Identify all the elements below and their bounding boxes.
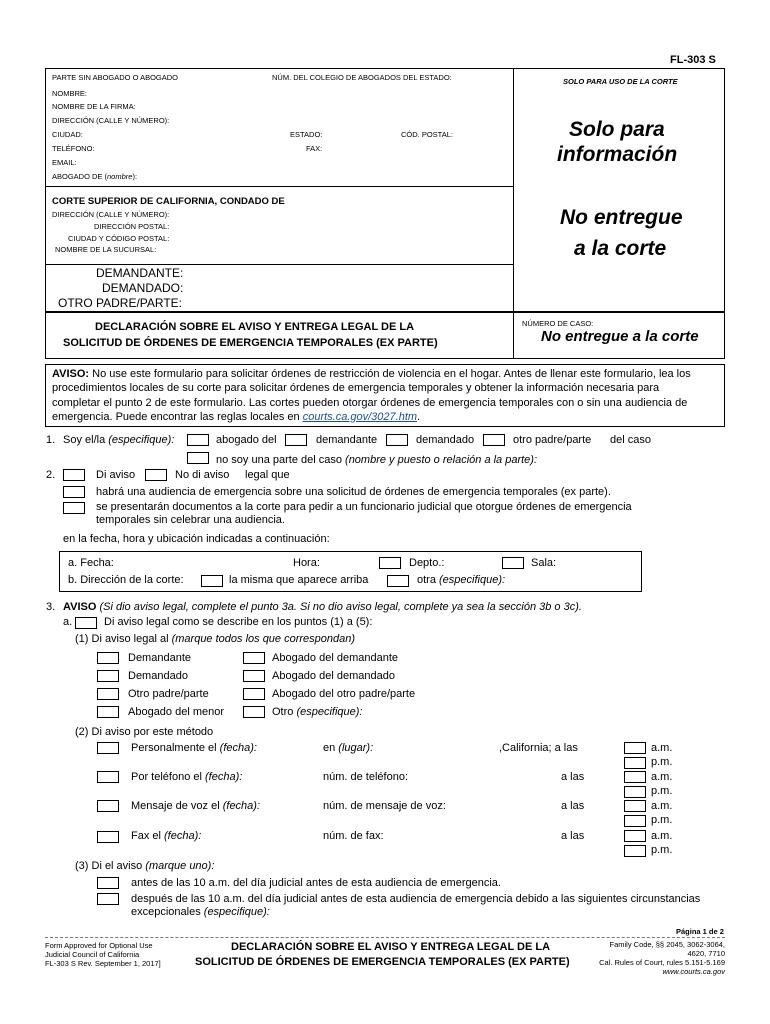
item1-otro-label: otro padre/parte xyxy=(513,434,592,446)
hearing-same-label: la misma que aparece arriba xyxy=(229,574,369,586)
watermark-corte: a la corte xyxy=(574,237,667,260)
bar-label: NÚM. DEL COLEGIO DE ABOGADOS DEL ESTADO: xyxy=(272,73,452,82)
method-personal-pm: p.m. xyxy=(651,756,673,768)
caption-hline1 xyxy=(45,186,513,187)
item2-no-di-aviso-checkbox[interactable] xyxy=(145,469,167,481)
notice-demandante-label: Demandante xyxy=(128,652,191,664)
notice-abogado-menor-label: Abogado del menor xyxy=(128,706,225,718)
notice-abogado-otro-label: Abogado del otro padre/parte xyxy=(272,688,416,700)
method-fax-number: núm. de fax: xyxy=(323,830,384,842)
watermark-solo: Solo para xyxy=(569,118,665,141)
case-number-value: No entregue a la corte xyxy=(541,328,699,345)
court-direccion: DIRECCIÓN (CALLE Y NÚMERO): xyxy=(52,210,170,219)
method-fax-am: a.m. xyxy=(651,830,673,842)
hearing-sala-checkbox[interactable] xyxy=(502,557,524,569)
aviso-link[interactable]: courts.ca.gov/3027.htm xyxy=(302,410,418,423)
otro-label: OTRO PADRE/PARTE: xyxy=(58,296,183,310)
party-label: PARTE SIN ABOGADO O ABOGADO xyxy=(52,73,179,82)
notice-abogado-demandante-checkbox[interactable] xyxy=(243,652,265,664)
notice-otro-checkbox[interactable] xyxy=(97,688,119,700)
method-fax-pm: p.m. xyxy=(651,844,673,856)
notice-otro-especifique-checkbox[interactable] xyxy=(243,706,265,718)
watermark-info: información xyxy=(557,143,678,166)
item3a1-label: (1) Di aviso legal al (marque todos los que correspondan) xyxy=(75,633,356,645)
item3a-label: a. xyxy=(63,616,73,628)
method-fax-pm-checkbox[interactable] xyxy=(624,845,646,857)
item2-num: 2. xyxy=(46,469,56,481)
method-personal-am: a.m. xyxy=(651,742,673,754)
notice-abogado-demandado-checkbox[interactable] xyxy=(243,670,265,682)
court-sucursal: NOMBRE DE LA SUCURSAL: xyxy=(55,245,157,254)
caption-divider xyxy=(513,68,514,312)
item1-num: 1. xyxy=(46,434,56,446)
hearing-same-checkbox[interactable] xyxy=(201,575,223,587)
method-phone-checkbox[interactable] xyxy=(97,771,119,783)
form-number: FL-303 S xyxy=(670,54,716,66)
item1-demandante-label: demandante xyxy=(316,434,378,446)
method-personal-pm-checkbox[interactable] xyxy=(624,757,646,769)
item2-legal: legal que xyxy=(245,469,290,481)
method-voicemail-pm-checkbox[interactable] xyxy=(624,815,646,827)
method-phone-label: Por teléfono el (fecha): xyxy=(131,771,243,783)
item1-abogado-checkbox[interactable] xyxy=(187,434,209,446)
item1-del-caso: del caso xyxy=(610,434,651,446)
fax-label: FAX: xyxy=(306,144,323,153)
item1-text: Soy el/la (especifique): xyxy=(63,434,175,446)
item1-no-party-checkbox[interactable] xyxy=(187,452,209,464)
item2-di-aviso-checkbox[interactable] xyxy=(63,469,85,481)
court-title: CORTE SUPERIOR DE CALIFORNIA, CONDADO DE xyxy=(52,196,285,207)
court-postal: DIRECCIÓN POSTAL: xyxy=(94,222,170,231)
item2-documents-label: se presentarán documentos a la corte para pedir a un funcionario judicial que otorgue órdenes de emergencia temporales sin celebrar una audiencia. xyxy=(96,501,632,526)
notice-otro-label: Otro padre/parte xyxy=(128,688,209,700)
method-voicemail-checkbox[interactable] xyxy=(97,800,119,812)
item3a-checkbox[interactable] xyxy=(75,617,97,629)
telefono-label: TELÉFONO: xyxy=(52,144,95,153)
item3a3-label: (3) Di el aviso (marque uno): xyxy=(75,860,215,872)
timing-before-label: antes de las 10 a.m. del día judicial antes de esta audiencia de emergencia. xyxy=(131,877,501,889)
hearing-direccion: b. Dirección de la corte: xyxy=(68,574,184,586)
method-fax-label: Fax el (fecha): xyxy=(131,830,202,842)
footer-left: Form Approved for Optional Use Judicial Council of California FL-303 S Rev. September 1, 2017] xyxy=(45,941,161,968)
item1-demandado-label: demandado xyxy=(416,434,475,446)
hearing-sala: Sala: xyxy=(531,557,557,569)
item2-continuation: en la fecha, hora y ubicación indicadas a continuación: xyxy=(63,533,330,545)
item3a2-label: (2) Di aviso por este método xyxy=(75,726,214,738)
notice-demandante-checkbox[interactable] xyxy=(97,652,119,664)
method-fax-alas: a las xyxy=(561,830,585,842)
estado-label: ESTADO: xyxy=(290,130,323,139)
hearing-depto-checkbox[interactable] xyxy=(379,557,401,569)
method-phone-am-checkbox[interactable] xyxy=(624,771,646,783)
page-number: Página 1 de 2 xyxy=(676,927,724,936)
method-voicemail-number: núm. de mensaje de voz: xyxy=(323,800,446,812)
method-phone-number: núm. de teléfono: xyxy=(323,771,409,783)
method-phone-alas: a las xyxy=(561,771,585,783)
method-personal-ca: ,California; a las xyxy=(499,742,578,754)
notice-abogado-otro-checkbox[interactable] xyxy=(243,688,265,700)
aviso-text: AVISO: No use este formulario para solicitar órdenes de restricción de violencia en el hogar. Antes de llenar este formulario, lea los procedimientos locales de su corte para solicitar órdenes de emergencia temporales y obtener la información necesaria para completar el punto 2 de este formulario. Las cortes pueden otorgar órdenes de emergencia temporales con o sin una audiencia de emergencia. Puede encontrar las reglas locales en courts.ca.gov/3027.htm. xyxy=(52,368,691,423)
hearing-fecha: a. Fecha: xyxy=(68,557,114,569)
item2-documents-checkbox[interactable] xyxy=(63,502,85,514)
footer-title1: DECLARACIÓN SOBRE EL AVISO Y ENTREGA LEGAL DE LA xyxy=(231,941,551,953)
notice-otro-especifique-label: Otro (especifique): xyxy=(272,706,363,718)
method-personal-am-checkbox[interactable] xyxy=(624,742,646,754)
hearing-other-label: otra (especifique): xyxy=(417,574,506,586)
nombre-label: NOMBRE: xyxy=(52,89,88,98)
case-number-label: NÚMERO DE CASO: xyxy=(522,319,594,328)
notice-abogado-menor-checkbox[interactable] xyxy=(97,706,119,718)
item1-demandante-checkbox[interactable] xyxy=(285,434,307,446)
item1-otro-checkbox[interactable] xyxy=(483,434,505,446)
method-phone-pm-checkbox[interactable] xyxy=(624,786,646,798)
method-voicemail-pm: p.m. xyxy=(651,814,673,826)
notice-abogado-demandado-label: Abogado del demandado xyxy=(272,670,395,682)
footer-title2: SOLICITUD DE ÓRDENES DE EMERGENCIA TEMPORALES (EX PARTE) xyxy=(195,956,570,968)
item3-heading: AVISO (Si dio aviso legal, complete el punto 3a. Si no dio aviso legal, complete ya sea la sección 3b o 3c). xyxy=(63,601,582,613)
method-phone-pm: p.m. xyxy=(651,785,673,797)
timing-after-checkbox[interactable] xyxy=(97,893,119,905)
abogado-de-label: ABOGADO DE (nombre): xyxy=(52,172,138,181)
hearing-hora: Hora: xyxy=(293,557,320,569)
notice-demandado-label: Demandado xyxy=(128,670,188,682)
item2-no-di-aviso-label: No di aviso xyxy=(175,469,230,481)
ciudad-label: CIUDAD: xyxy=(52,130,83,139)
direccion-label: DIRECCIÓN (CALLE Y NÚMERO): xyxy=(52,116,170,125)
item2-di-aviso-label: Di aviso xyxy=(96,469,136,481)
item2-hearing-checkbox[interactable] xyxy=(63,486,85,498)
title-divider xyxy=(513,312,514,359)
demandante-label: DEMANDANTE: xyxy=(96,266,184,280)
firma-label: NOMBRE DE LA FIRMA: xyxy=(52,102,136,111)
hearing-other-checkbox[interactable] xyxy=(387,575,409,587)
footer-right: Family Code, §§ 2045, 3062-3064, 4620, 7710 Cal. Rules of Court, rules 5.151-5.169 www.courts.ca.gov xyxy=(599,940,725,976)
method-voicemail-label: Mensaje de voz el (fecha): xyxy=(131,800,261,812)
item2-hearing-label: habrá una audiencia de emergencia sobre una solicitud de órdenes de emergencia temporales (ex parte). xyxy=(96,486,611,498)
method-personal-checkbox[interactable] xyxy=(97,742,119,754)
timing-before-checkbox[interactable] xyxy=(97,877,119,889)
caption-hline2 xyxy=(45,264,513,265)
notice-demandado-checkbox[interactable] xyxy=(97,670,119,682)
timing-after-label: después de las 10 a.m. del día judicial antes de esta audiencia de emergencia debido a las siguientes circunstancias excepcionales (especifique): xyxy=(131,893,701,918)
method-voicemail-am-checkbox[interactable] xyxy=(624,800,646,812)
method-fax-am-checkbox[interactable] xyxy=(624,830,646,842)
method-phone-am: a.m. xyxy=(651,771,673,783)
demandado-label: DEMANDADO: xyxy=(102,281,184,295)
watermark-no-entregue: No entregue xyxy=(560,206,683,229)
notice-abogado-demandante-label: Abogado del demandante xyxy=(272,652,398,664)
method-personal-place: en (lugar): xyxy=(323,742,374,754)
item3a-text: Di aviso legal como se describe en los puntos (1) a (5): xyxy=(104,616,373,628)
title-line1: DECLARACIÓN SOBRE EL AVISO Y ENTREGA LEGAL DE LA xyxy=(95,321,415,333)
title-line2: SOLICITUD DE ÓRDENES DE EMERGENCIA TEMPORALES (EX PARTE) xyxy=(63,337,438,349)
method-voicemail-am: a.m. xyxy=(651,800,673,812)
hearing-depto: Depto.: xyxy=(409,557,445,569)
email-label: EMAIL: xyxy=(52,158,77,167)
item3-num: 3. xyxy=(46,601,56,613)
method-voicemail-alas: a las xyxy=(561,800,585,812)
item1-demandado-checkbox[interactable] xyxy=(386,434,408,446)
cod-postal-label: CÓD. POSTAL: xyxy=(401,130,453,139)
method-personal-label: Personalmente el (fecha): xyxy=(131,742,257,754)
footer-rule xyxy=(45,937,725,938)
item1-no-party-label: no soy una parte del caso (nombre y puesto o relación a la parte): xyxy=(216,454,538,466)
item1-abogado-label: abogado del xyxy=(216,434,277,446)
court-ciudad: CIUDAD Y CÓDIGO POSTAL: xyxy=(68,234,170,243)
method-fax-checkbox[interactable] xyxy=(97,831,119,843)
court-use-label: SOLO PARA USO DE LA CORTE xyxy=(563,77,678,86)
